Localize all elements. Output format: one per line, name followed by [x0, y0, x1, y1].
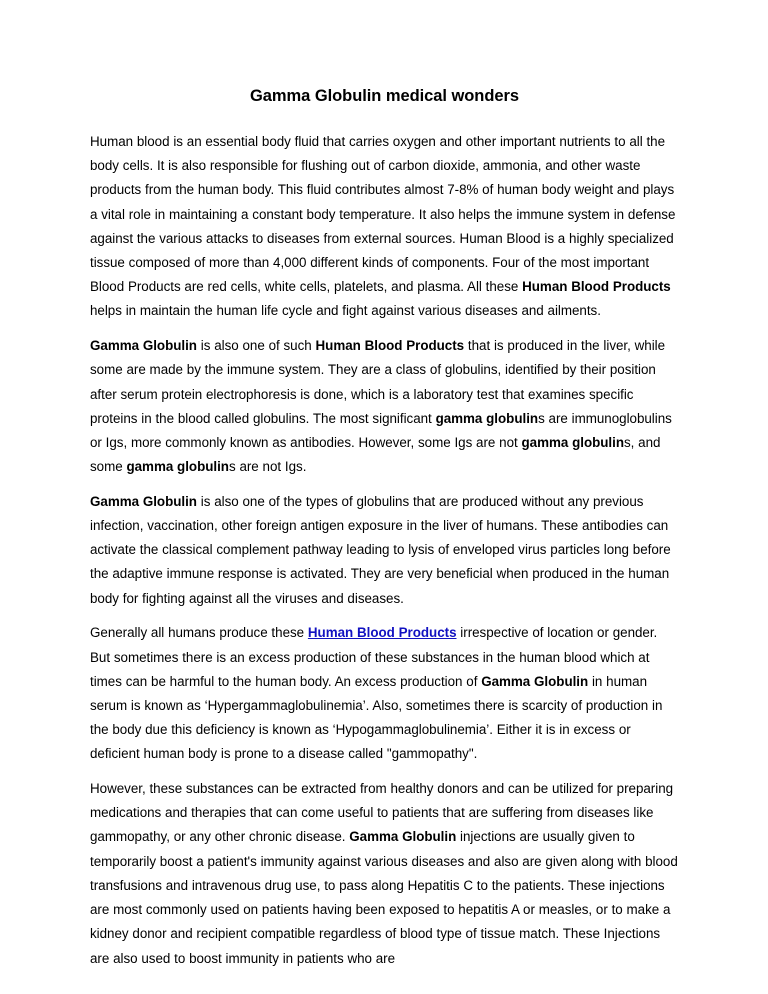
page-title: Gamma Globulin medical wonders: [250, 87, 519, 105]
text-run: injections are usually given to temporarily boost a patient's immunity against various diseases and also are given along with blood transfusions and intravenous drug use, to pass along Hepatitis C to the patients. These injections are most commonly used on patients having been exposed to hepatitis A or measles, or to make a kidney donor and recipient compatible regardless of blood type of tissue match. These Injections are also used to boost immunity in patients who are: [90, 829, 678, 966]
text-run: helps in maintain the human life cycle and fight against various diseases and ailments.: [90, 303, 601, 319]
bold-text-run: Gamma Globulin: [90, 493, 197, 509]
text-run: s are immunoglobulins or Igs, more commonly known as antibodies. However, some Igs are not: [90, 410, 672, 450]
text-run: s, and some: [90, 434, 661, 475]
text-run: is also one of the types of globulins that are produced without any previous infection, vaccination, other foreign antigen exposure in the liver of humans. These antibodies can activate the classical complement pathway leading to lysis of enveloped virus particles long before the adaptive immune response is activated. They are very beneficial when produced in the human body for fighting against all the viruses and diseases.: [90, 493, 671, 606]
bold-text-run: Gamma Globulin: [349, 829, 457, 845]
text-run: that is produced in the liver, while some are made by the immune system. They are a class of globulins, identified by their position after serum protein electrophoresis is done, which is a laboratory test that examines specific proteins in the blood called globulins. The most significant: [90, 338, 666, 426]
bold-text-run: gamma globulin: [521, 434, 624, 450]
hyperlink-human-blood-products[interactable]: Human Blood Products: [307, 625, 457, 641]
text-run: Generally all humans produce these: [90, 625, 308, 641]
bold-text-run: gamma globulin: [435, 410, 539, 426]
bold-text-run: Gamma Globulin: [481, 673, 589, 689]
paragraph: [90, 621, 679, 766]
bold-text-run: gamma globulin: [126, 459, 229, 475]
paragraph: [90, 334, 679, 479]
bold-text-run: Human Blood Products: [315, 338, 465, 354]
bold-text-run: Human Blood Products: [522, 279, 671, 295]
paragraph: [90, 490, 679, 611]
document-content: [90, 84, 679, 971]
text-run: is also one of such: [196, 338, 316, 354]
text-run: in human serum is known as ‘Hypergammaglobulinemia’. Also, sometimes there is scarcity of production in the body due this deficiency is known as ‘Hypogammaglobulinemia’. Either it is in excess or deficient human body is prone to a disease called "gammopathy".: [90, 673, 663, 762]
paragraph: [90, 130, 679, 324]
text-run: However, these substances can be extracted from healthy donors and can be utilized for preparing medications and therapies that can come useful to patients that are suffering from diseases like gammopathy, or any other chronic disease.: [90, 781, 674, 845]
text-run: Human blood is an essential body fluid that carries oxygen and other important nutrients to all the body cells. It is also responsible for flushing out of carbon dioxide, ammonia, and other waste products from the human body. This fluid contributes almost 7-8% of human body weight and plays a vital role in maintaining a constant body temperature. It also helps the immune system in defense against the various attacks to diseases from external sources. Human Blood is a highly specialized tissue composed of more than 4,000 different kinds of components. Four of the most important Blood Products are red cells, white cells, platelets, and plasma. All these: [90, 134, 676, 295]
text-run: irrespective of location or gender. But sometimes there is an excess production of these substances in the human blood which at times can be harmful to the human body. An excess production of: [90, 625, 658, 689]
paragraph: [90, 777, 679, 971]
document-body: [90, 130, 679, 971]
bold-text-run: Gamma Globulin: [90, 338, 197, 354]
text-run: s are not Igs.: [228, 459, 307, 475]
